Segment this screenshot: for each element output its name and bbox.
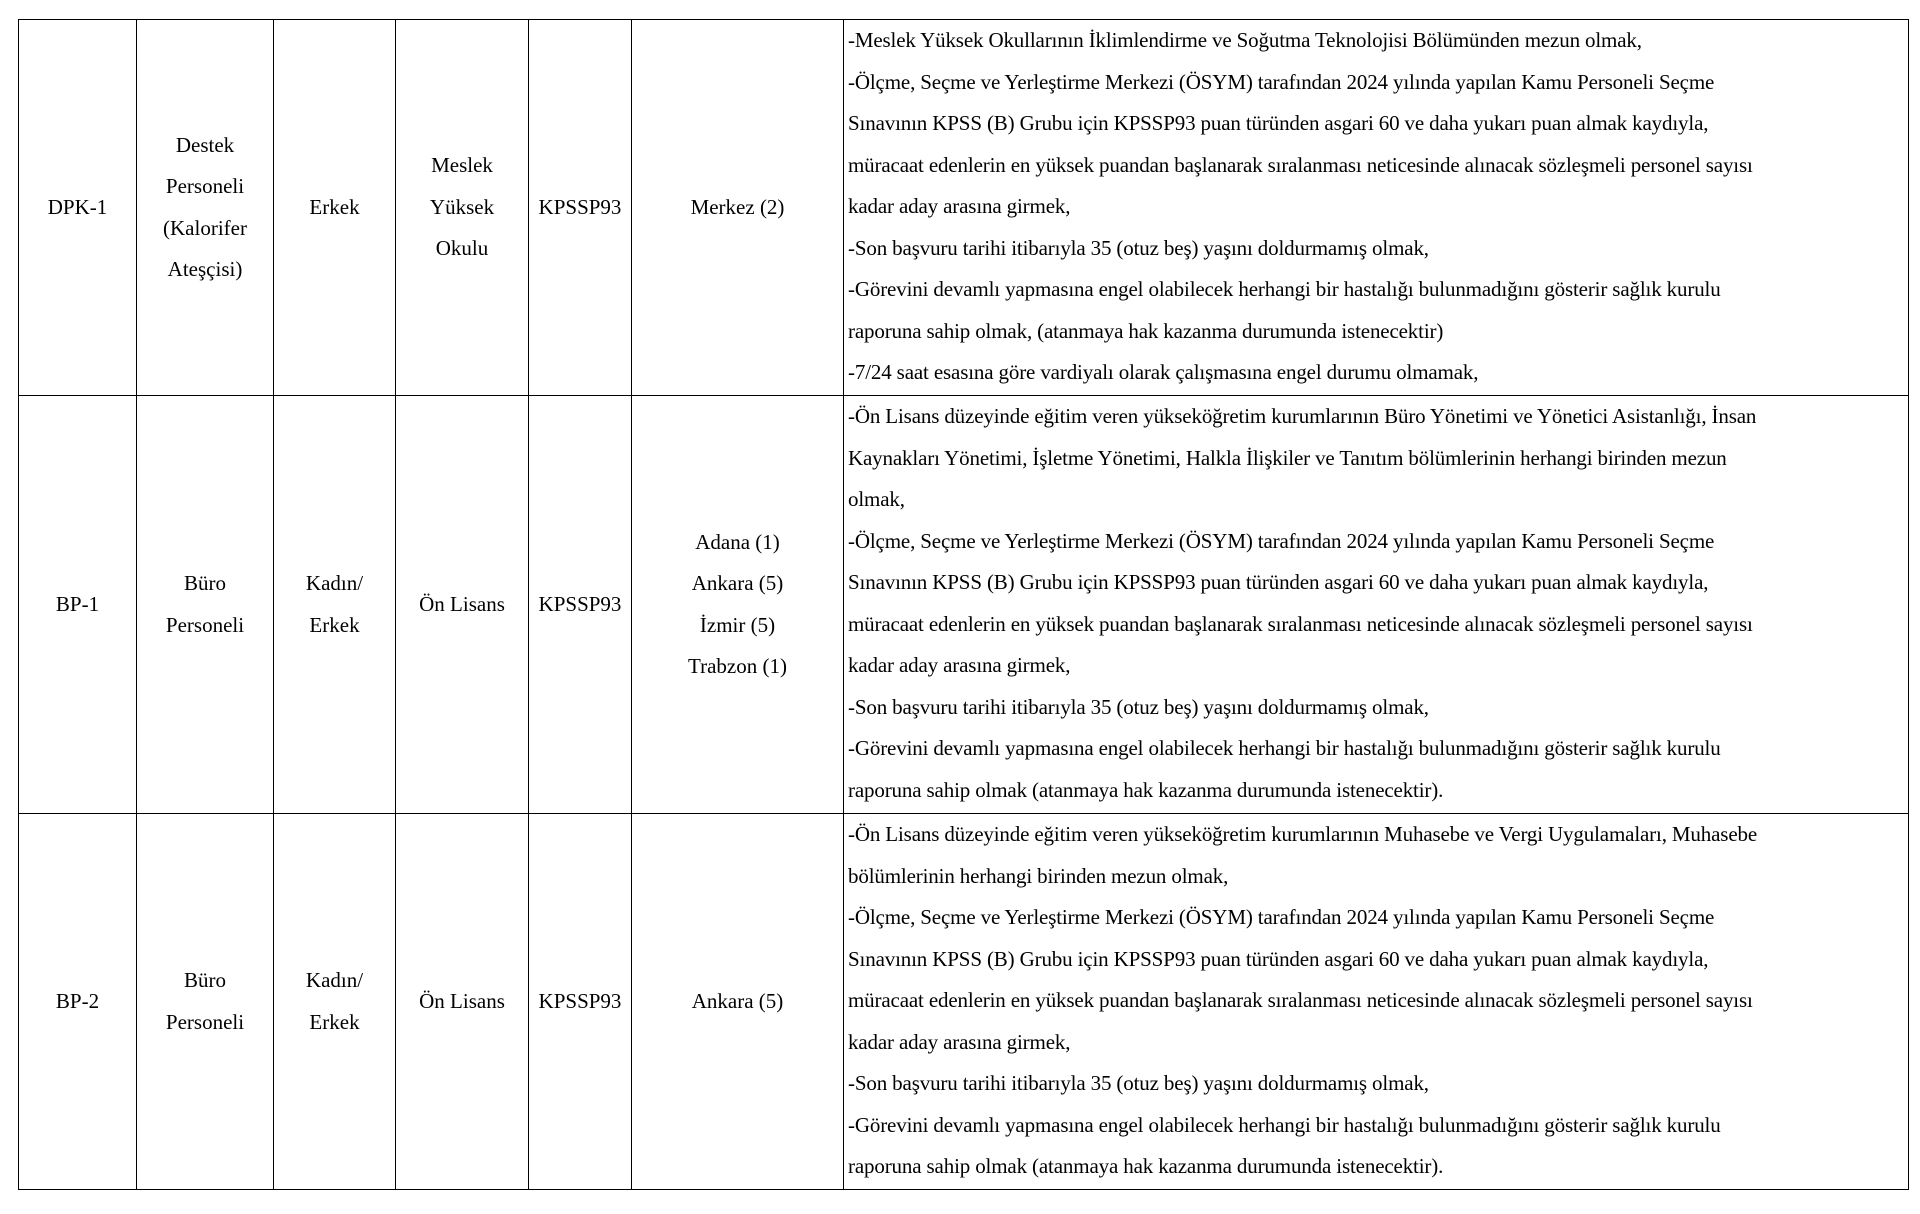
position-code-cell (19, 20, 137, 396)
position-title-line: Personeli (165, 612, 245, 637)
gender-line: Erkek (309, 1009, 360, 1034)
requirement-line: müracaat edenlerin en yüksek puandan başlanarak sıralanması neticesinde alınacak sözleşmeli personel sayısı (848, 152, 1753, 177)
requirement-line: raporuna sahip olmak (atanmaya hak kazanma durumunda istenecektir). (848, 1154, 1444, 1178)
positions-table (18, 19, 1909, 1190)
table-row (19, 396, 1909, 814)
requirement-line: Sınavının KPSS (B) Grubu için KPSSP93 puan türünden asgari 60 ve daha yukarı puan almak kaydıyla, (848, 570, 1709, 594)
table-row (19, 814, 1909, 1190)
education-line: Okulu (435, 236, 489, 261)
gender-line: Erkek (309, 194, 360, 219)
score-type: KPSSP93 (538, 194, 622, 219)
requirement-line: Sınavının KPSS (B) Grubu için KPSSP93 puan türünden asgari 60 ve daha yukarı puan almak kaydıyla, (848, 946, 1709, 971)
requirement-line: raporuna sahip olmak (atanmaya hak kazanma durumunda istenecektir). (848, 777, 1444, 802)
gender-line: Erkek (309, 612, 360, 637)
position-title-cell (137, 396, 274, 814)
locations-cell (632, 20, 844, 396)
requirement-line: -Ölçme, Seçme ve Yerleştirme Merkezi (ÖSYM) tarafından 2024 yılında yapılan Kamu Personeli Seçme (848, 69, 1715, 94)
requirement-line: -Ölçme, Seçme ve Yerleştirme Merkezi (ÖSYM) tarafından 2024 yılında yapılan Kamu Personeli Seçme (848, 905, 1715, 929)
gender-cell (274, 20, 396, 396)
location-item: Adana (1) (695, 529, 780, 554)
score-type: KPSSP93 (538, 988, 622, 1013)
requirement-line: -Son başvuru tarihi itibarıyla 35 (otuz beş) yaşını doldurmamış olmak, (848, 694, 1429, 719)
requirement-line: müracaat edenlerin en yüksek puandan başlanarak sıralanması neticesinde alınacak sözleşmeli personel sayısı (848, 988, 1753, 1012)
requirements-cell (844, 20, 1909, 396)
locations-cell (632, 814, 844, 1190)
education-cell (396, 20, 529, 396)
requirement-line: kadar aday arasına girmek, (848, 1029, 1071, 1054)
gender-line: Kadın/ (305, 968, 364, 992)
requirement-line: müracaat edenlerin en yüksek puandan başlanarak sıralanması neticesinde alınacak sözleşmeli personel sayısı (848, 611, 1753, 636)
score-type-cell (529, 396, 632, 814)
position-code: BP-1 (55, 591, 100, 616)
requirement-line: olmak, (848, 487, 905, 511)
requirement-line: bölümlerinin herhangi birinden mezun olmak, (848, 863, 1229, 888)
requirements-cell (844, 396, 1909, 814)
score-type-cell (529, 20, 632, 396)
requirement-line: Sınavının KPSS (B) Grubu için KPSSP93 puan türünden asgari 60 ve daha yukarı puan almak kaydıyla, (848, 111, 1709, 135)
requirement-line: -Görevini devamlı yapmasına engel olabilecek herhangi bir hastalığı bulunmadığını gösterir sağlık kurulu (848, 1112, 1721, 1137)
table-row (19, 20, 1909, 396)
requirement-line: raporuna sahip olmak, (atanmaya hak kazanma durumunda istenecektir) (848, 318, 1444, 343)
requirement-line: -Meslek Yüksek Okullarının İklimlendirme ve Soğutma Teknolojisi Bölümünden mezun olmak, (848, 28, 1642, 52)
location-item: İzmir (5) (699, 612, 776, 637)
position-code-cell (19, 396, 137, 814)
position-title-line: Personeli (165, 174, 245, 198)
education-cell (396, 396, 529, 814)
education-line: Yüksek (429, 194, 495, 219)
position-code: DPK-1 (47, 194, 108, 219)
position-title-line: Personeli (165, 1009, 245, 1034)
requirement-line: -Görevini devamlı yapmasına engel olabilecek herhangi bir hastalığı bulunmadığını gösterir sağlık kurulu (848, 277, 1721, 301)
locations-cell (632, 396, 844, 814)
education-line: Meslek (431, 153, 493, 178)
location-item: Trabzon (1) (688, 654, 787, 678)
requirement-line: -Son başvuru tarihi itibarıyla 35 (otuz beş) yaşını doldurmamış olmak, (848, 1071, 1429, 1095)
position-title-line: Büro (184, 968, 226, 992)
score-type-cell (529, 814, 632, 1190)
requirement-line: -Ön Lisans düzeyinde eğitim veren yükseköğretim kurumlarının Büro Yönetimi ve Yönetici Asistanlığı, İnsan (848, 404, 1757, 428)
education-line: Ön Lisans (419, 591, 505, 616)
score-type: KPSSP93 (538, 591, 622, 616)
requirement-line: kadar aday arasına girmek, (848, 194, 1071, 218)
requirement-line: -Ölçme, Seçme ve Yerleştirme Merkezi (ÖSYM) tarafından 2024 yılında yapılan Kamu Personeli Seçme (848, 528, 1715, 553)
requirements-cell (844, 814, 1909, 1190)
position-title-line: Büro (184, 571, 226, 595)
location-item: Ankara (5) (691, 988, 784, 1013)
position-title-cell (137, 814, 274, 1190)
requirement-line: -Görevini devamlı yapmasına engel olabilecek herhangi bir hastalığı bulunmadığını gösterir sağlık kurulu (848, 736, 1721, 760)
location-item: Ankara (5) (691, 571, 784, 595)
position-title-line: Destek (175, 132, 235, 157)
requirement-line: -Son başvuru tarihi itibarıyla 35 (otuz beş) yaşını doldurmamış olmak, (848, 235, 1429, 260)
position-title-line: (Kalorifer (163, 215, 247, 240)
position-code: BP-2 (55, 988, 100, 1013)
education-cell (396, 814, 529, 1190)
position-title-cell (137, 20, 274, 396)
position-title-line: Ateşçisi) (167, 257, 243, 281)
requirement-line: Kaynakları Yönetimi, İşletme Yönetimi, Halkla İlişkiler ve Tanıtım bölümlerinin herhangi birinden mezun (848, 445, 1727, 470)
gender-cell (274, 396, 396, 814)
gender-cell (274, 814, 396, 1190)
gender-line: Kadın/ (305, 571, 364, 595)
education-line: Ön Lisans (419, 988, 505, 1013)
position-code-cell (19, 814, 137, 1190)
requirement-line: -7/24 saat esasına göre vardiyalı olarak çalışmasına engel durumu olmamak, (848, 360, 1479, 384)
requirement-line: kadar aday arasına girmek, (848, 653, 1071, 677)
location-item: Merkez (2) (690, 194, 785, 219)
requirement-line: -Ön Lisans düzeyinde eğitim veren yükseköğretim kurumlarının Muhasebe ve Vergi Uygulamaları, Muhasebe (848, 822, 1758, 846)
